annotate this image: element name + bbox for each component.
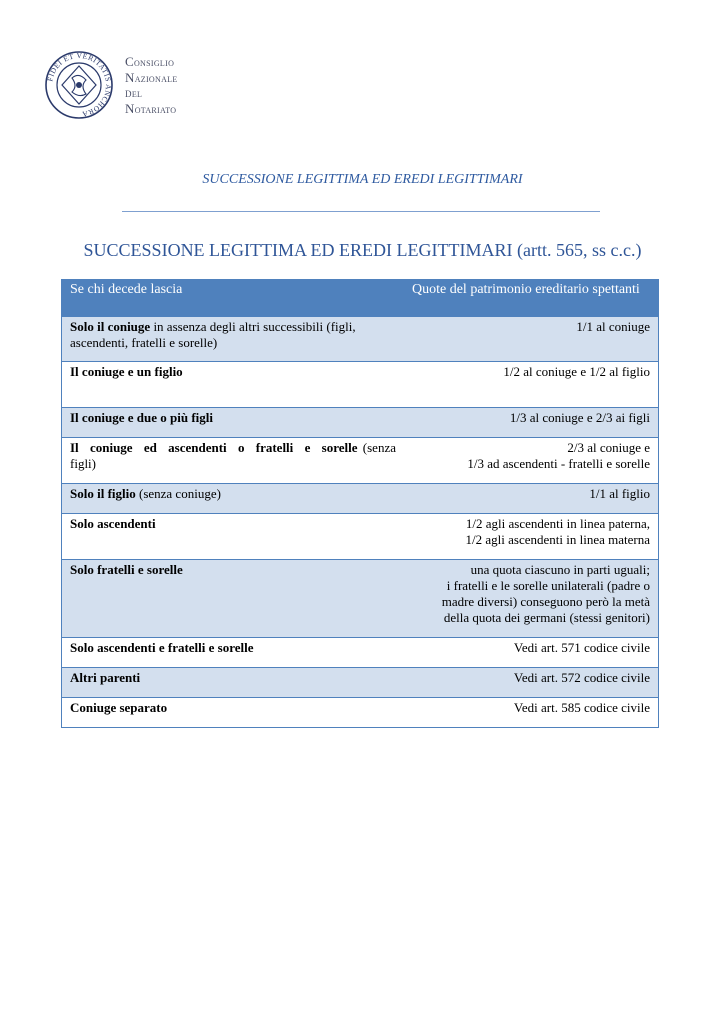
heir-label: Solo fratelli e sorelle bbox=[70, 562, 183, 577]
organization-name bbox=[125, 55, 178, 117]
heir-label: Il coniuge ed ascendenti o fratelli e sorelle bbox=[70, 440, 358, 455]
heir-label: Il coniuge e due o più figli bbox=[70, 410, 214, 425]
heir-cell bbox=[62, 317, 405, 362]
table-row bbox=[62, 514, 659, 560]
org-line: Nazionale bbox=[125, 69, 178, 85]
quota-cell bbox=[404, 668, 659, 698]
quota-line: 1/2 agli ascendenti in linea paterna, bbox=[465, 516, 650, 531]
table-row bbox=[62, 668, 659, 698]
heir-cell bbox=[62, 668, 405, 698]
table-row bbox=[62, 484, 659, 514]
heir-cell bbox=[62, 484, 405, 514]
table-row bbox=[62, 438, 659, 484]
heir-note: in assenza degli altri successibili (figli, ascendenti, fratelli e sorelle) bbox=[70, 319, 356, 350]
quota-line: Vedi art. 572 codice civile bbox=[513, 670, 650, 685]
heir-cell bbox=[62, 698, 405, 728]
quota-line: 2/3 al coniuge e bbox=[567, 440, 650, 455]
quota-cell bbox=[404, 362, 659, 408]
column-header: Quote del patrimonio ereditario spettanti bbox=[404, 280, 659, 317]
quota-line: 1/2 agli ascendenti in linea materna bbox=[465, 532, 650, 547]
succession-table bbox=[61, 279, 659, 728]
quota-line: madre diversi) conseguono però la metà bbox=[441, 594, 650, 609]
org-line: del bbox=[125, 85, 143, 100]
table-row bbox=[62, 362, 659, 408]
quota-line: 1/3 al coniuge e 2/3 ai figli bbox=[509, 410, 650, 425]
heir-label: Altri parenti bbox=[70, 670, 141, 685]
quota-line: una quota ciascuno in parti uguali; bbox=[470, 562, 650, 577]
document-running-title: SUCCESSIONE LEGITTIMA ED EREDI LEGITTIMARI bbox=[202, 172, 523, 187]
quota-cell bbox=[404, 638, 659, 668]
quota-cell bbox=[404, 698, 659, 728]
quota-cell bbox=[404, 484, 659, 514]
quota-line: Vedi art. 571 codice civile bbox=[513, 640, 650, 655]
heir-cell bbox=[62, 408, 405, 438]
heir-label: Solo ascendenti e fratelli e sorelle bbox=[70, 640, 254, 655]
table-header-row bbox=[62, 280, 659, 317]
heir-label: Il coniuge e un figlio bbox=[70, 364, 183, 379]
quota-cell bbox=[404, 317, 659, 362]
quota-line: 1/2 al coniuge e 1/2 al figlio bbox=[503, 364, 650, 379]
quota-cell bbox=[404, 408, 659, 438]
table-row bbox=[62, 317, 659, 362]
quota-line: 1/1 al coniuge bbox=[576, 319, 650, 334]
org-line: Consiglio bbox=[125, 54, 175, 69]
heir-label: Coniuge separato bbox=[70, 700, 168, 715]
org-line: Notariato bbox=[125, 100, 177, 116]
heir-cell bbox=[62, 362, 405, 408]
column-header: Se chi decede lascia bbox=[62, 280, 405, 317]
heir-cell bbox=[62, 438, 405, 484]
table-row bbox=[62, 638, 659, 668]
table-row bbox=[62, 408, 659, 438]
table-row bbox=[62, 698, 659, 728]
quota-cell bbox=[404, 438, 659, 484]
quota-line: 1/1 al figlio bbox=[589, 486, 650, 501]
divider bbox=[122, 211, 600, 212]
quota-cell bbox=[404, 514, 659, 560]
quota-cell bbox=[404, 560, 659, 638]
heir-note: (senza coniuge) bbox=[135, 486, 221, 501]
heir-cell bbox=[62, 514, 405, 560]
notariato-seal-logo bbox=[44, 50, 114, 120]
heir-cell bbox=[62, 560, 405, 638]
page-title: SUCCESSIONE LEGITTIMA ED EREDI LEGITTIMARI (artt. 565, ss c.c.) bbox=[83, 240, 642, 260]
svg-text:FIDEI ET VERITATIS ANCHORA: FIDEI ET VERITATIS ANCHORA bbox=[45, 50, 114, 119]
heir-label: Solo ascendenti bbox=[70, 516, 156, 531]
quota-line: della quota dei germani (stessi genitori) bbox=[443, 610, 650, 625]
heir-note: (senza figli) bbox=[70, 440, 396, 471]
heir-cell bbox=[62, 638, 405, 668]
quota-line: Vedi art. 585 codice civile bbox=[513, 700, 650, 715]
table-row bbox=[62, 560, 659, 638]
heir-label: Solo il coniuge bbox=[70, 319, 151, 334]
quota-line: i fratelli e le sorelle unilaterali (padre o bbox=[446, 578, 650, 593]
quota-line: 1/3 ad ascendenti - fratelli e sorelle bbox=[467, 456, 650, 471]
heir-label: Solo il figlio bbox=[70, 486, 136, 501]
